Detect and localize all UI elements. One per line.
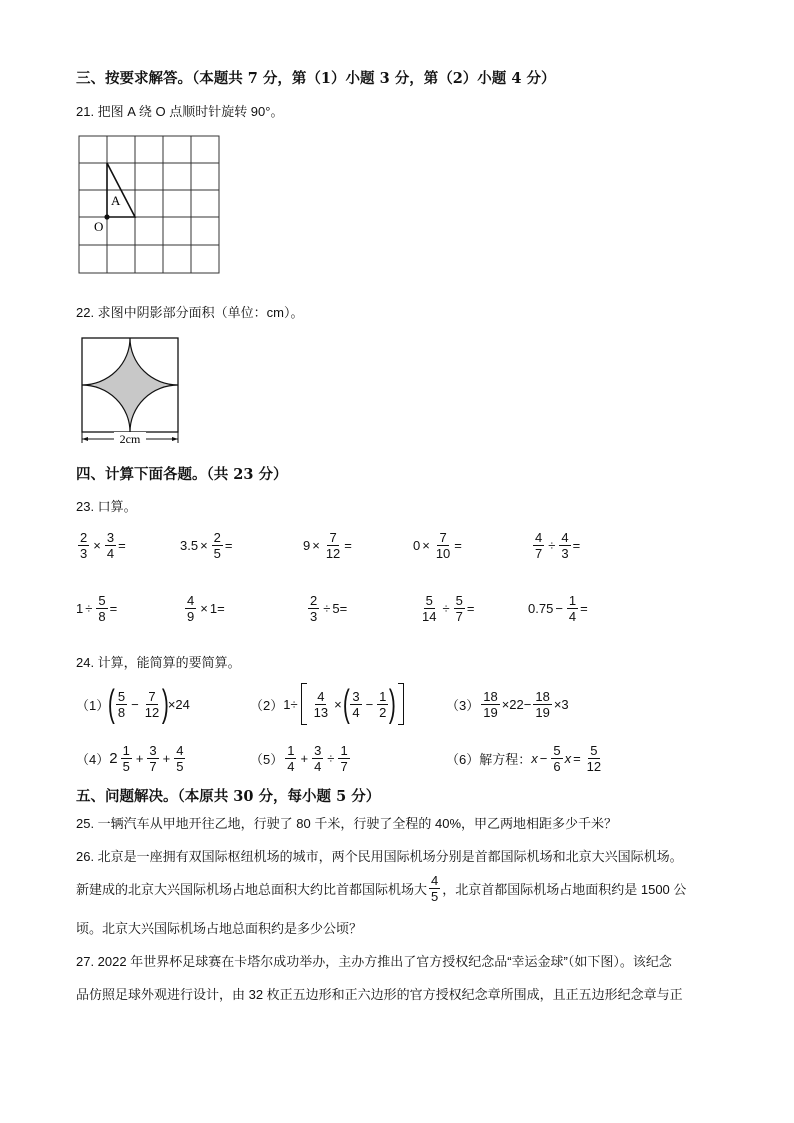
- section-5-heading: 五、问题解决。（本原共 30 分，每小题 5 分）: [76, 788, 381, 805]
- oral-item: 1 ÷ $\frac{5}{8}$ =: [76, 593, 118, 624]
- calc-expression-2: （2） 1÷ $\frac{4}{13}$ × ( 3 4 − $\frac{1}{2}$ ): [250, 682, 407, 726]
- calc-expression-1: （1） ( 5 8 − $\frac{7}{12}$ ) ×24: [76, 683, 190, 725]
- rotation-grid-figure: [70, 128, 230, 280]
- oral-item: $\frac{4}{9}$ × 1 =: [187, 593, 225, 624]
- calc-expression-4: （4） 2 1 5 + $\frac{3}{7}$ + $\frac{4}{5}$: [76, 742, 184, 774]
- shaded-area-figure: [76, 335, 186, 447]
- question-22: 22. 求图中阴影部分面积（单位：cm）。: [76, 305, 304, 320]
- oral-item: 0 × $\frac{7}{10}$ =: [413, 530, 462, 561]
- oral-item: $\frac{2}{3}$ ÷ 5 =: [310, 593, 348, 624]
- oral-item: 0.75 − $\frac{1}{4}$ =: [528, 593, 588, 624]
- dimension-label: 2cm: [119, 432, 141, 446]
- rotation-point-o: [104, 214, 109, 219]
- oral-item: 3.5 × $\frac{2}{5}$ =: [180, 530, 233, 561]
- question-27-line-1: 27. 2022 年世界杯足球赛在卡塔尔成功举办，主办方推出了官方授权纪念品“幸运金球”（如下图）。该纪念: [76, 954, 672, 969]
- question-21: 21. 把图 A 绕 O 点顺时针旋转 90°。: [76, 104, 284, 119]
- section-4-heading: 四、计算下面各题。（共 23 分）: [76, 466, 288, 483]
- section-3-heading: 三、按要求解答。（本题共 7 分，第（1）小题 3 分，第（2）小题 4 分）: [76, 70, 556, 87]
- question-27-line-2: 品仿照足球外观进行设计，由 32 枚正五边形和正六边形的官方授权纪念章所围成，且正五边形纪念章与正: [76, 987, 683, 1002]
- oral-item: $\frac{5}{14}$ ÷ $\frac{5}{7}$ =: [422, 593, 475, 624]
- question-24: 24. 计算，能简算的要简算。: [76, 655, 241, 670]
- oral-item: $\frac{4}{7}$ ÷ $\frac{4}{3}$ =: [535, 530, 581, 561]
- oral-item: 9 × $\frac{7}{12}$ =: [303, 530, 352, 561]
- triangle-a-label: A: [111, 193, 121, 208]
- question-23: 23. 口算。: [76, 499, 137, 514]
- oral-item: $\frac{2}{3}$ × $\frac{3}{4}$ =: [80, 530, 126, 561]
- question-26-line-3: 顷。北京大兴国际机场占地总面积约是多少公顷？: [76, 921, 363, 936]
- calc-expression-5: （5） 1 4 + $\frac{3}{4}$ ÷ $\frac{1}{7}$: [250, 742, 348, 774]
- calc-expression-6-equation: （6）解方程： x − $\frac{5}{6}$ x = $\frac{5}{12}$: [446, 742, 602, 774]
- point-o-label: O: [94, 219, 104, 234]
- calc-expression-3: （3） $\frac{18}{19}$ ×22− $\frac{18}{19}$ ×3: [446, 688, 569, 720]
- question-26-line-2: 新建成的北京大兴国际机场占地总面积大约比首都国际机场大 4 5 ，北京首都国际机场占地面积约是 1500 公: [76, 873, 687, 904]
- question-25: 25. 一辆汽车从甲地开往乙地，行驶了 80 千米，行驶了全程的 40%，甲乙两地相距多少千米？: [76, 816, 617, 831]
- grid-lines: [79, 136, 219, 273]
- question-26-line-1: 26. 北京是一座拥有双国际枢纽机场的城市，两个民用国际机场分别是首都国际机场和北京大兴国际机场。: [76, 849, 683, 864]
- shaded-star-region: [82, 338, 178, 432]
